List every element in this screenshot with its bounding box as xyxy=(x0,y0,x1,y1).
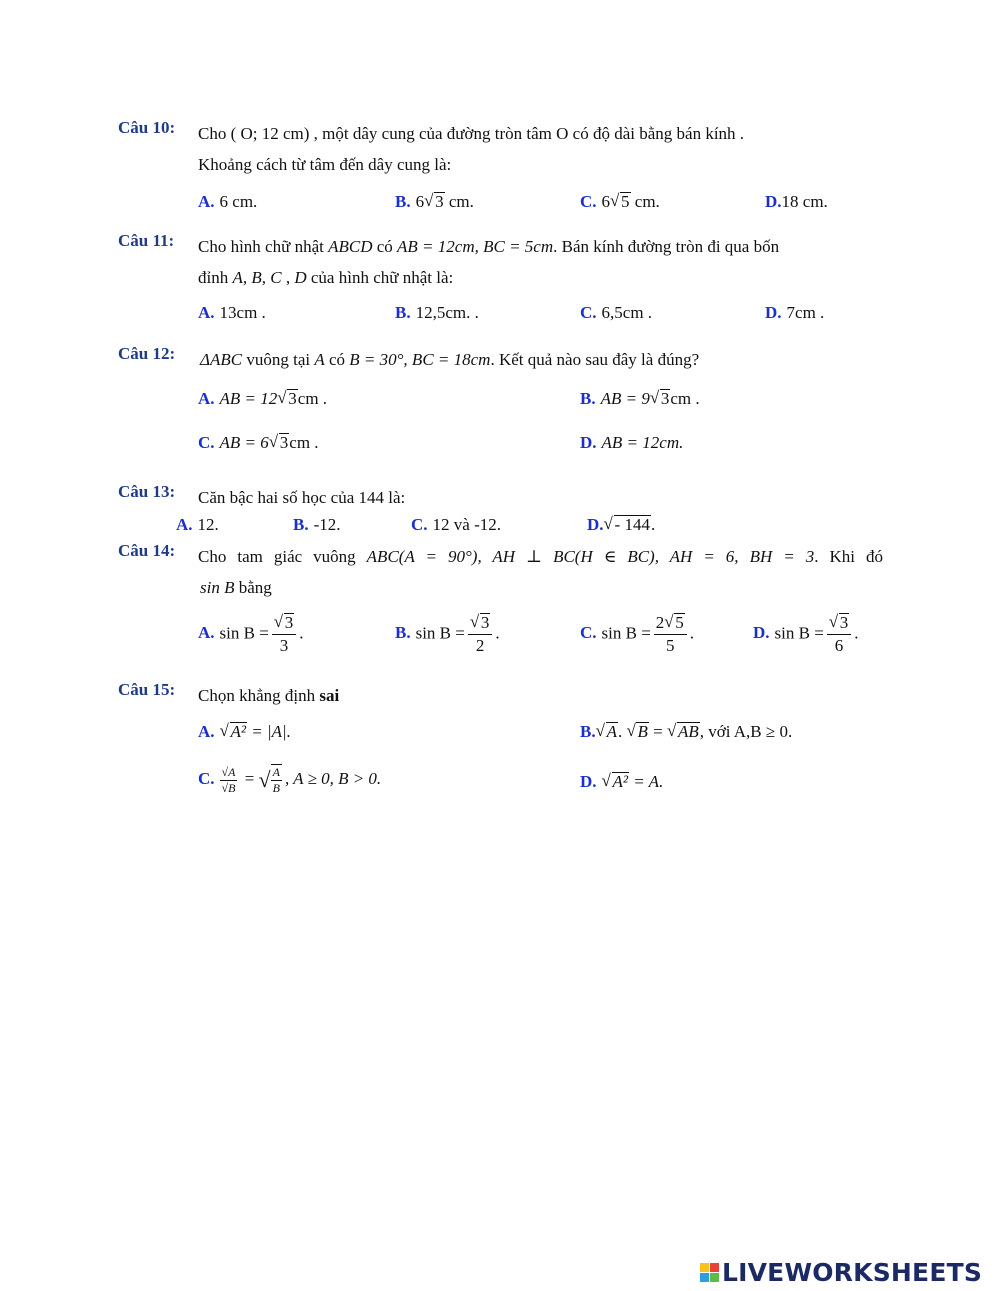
radicand: 5 xyxy=(675,613,684,632)
text-run: . Bán kính đường tròn đi qua bốn xyxy=(553,237,780,256)
text-run: bằng xyxy=(234,578,272,597)
text-run: = xyxy=(648,722,667,741)
q11-option-b[interactable] xyxy=(395,303,479,323)
option-condition: , với A,B ≥ 0. xyxy=(699,722,793,741)
logo-blocks-icon xyxy=(700,1263,719,1282)
denominator: 5 xyxy=(666,636,675,655)
q15-option-d[interactable] xyxy=(580,772,663,792)
option-label: B. xyxy=(580,722,596,741)
q10-option-a[interactable] xyxy=(198,192,257,212)
question-text xyxy=(198,541,883,603)
coefficient: 2 xyxy=(655,613,665,632)
radicand: A² xyxy=(230,722,247,741)
option-coef: 6 xyxy=(601,192,611,211)
logo-text: LIVEWORKSHEETS xyxy=(722,1257,983,1287)
math-run: B = 30°, BC = 18cm xyxy=(349,350,491,369)
question-line-2 xyxy=(198,262,883,293)
option-text: 18 cm. xyxy=(781,192,828,211)
option-end: . xyxy=(299,623,304,643)
q13-option-d[interactable] xyxy=(587,515,655,535)
option-label: A. xyxy=(198,192,215,211)
math-run: AB = 12cm, BC = 5cm xyxy=(397,237,554,256)
q11-option-c[interactable] xyxy=(580,303,652,323)
q12-option-c[interactable] xyxy=(198,433,319,453)
option-label: A. xyxy=(198,623,215,643)
option-end: . xyxy=(689,623,695,643)
option-text: 13cm . xyxy=(219,303,266,322)
text-run: có xyxy=(372,237,398,256)
emphasis-text: sai xyxy=(319,686,340,705)
option-end: . xyxy=(495,623,500,643)
option-text: 12 và -12. xyxy=(432,515,501,534)
q15-option-c[interactable] xyxy=(198,764,381,796)
denominator: B xyxy=(272,781,280,795)
q13-option-c[interactable] xyxy=(411,515,501,535)
option-unit: cm . xyxy=(670,389,700,408)
numerator xyxy=(654,612,687,635)
numerator: A xyxy=(272,765,280,779)
radicand: AB xyxy=(677,722,699,741)
question-line-1: Cho ( O; 12 cm) , một dây cung của đường tròn tâm O có độ dài bằng bán kính . xyxy=(198,124,745,143)
question-line-1 xyxy=(198,344,883,375)
sqrt-symbol xyxy=(424,192,445,212)
sqrt-symbol xyxy=(829,612,850,634)
option-unit: cm . xyxy=(289,433,319,452)
denominator: 3 xyxy=(279,636,289,655)
text-run: của hình chữ nhật là: xyxy=(306,268,454,287)
q10-option-c[interactable] xyxy=(580,192,660,212)
option-label: C. xyxy=(198,433,215,452)
q15-option-b[interactable] xyxy=(580,722,792,742)
option-text: 7cm . xyxy=(786,303,825,322)
text-run: Cho tam giác vuông xyxy=(198,547,367,566)
text-run: = xyxy=(240,768,259,788)
text-run: đỉnh xyxy=(198,268,233,287)
option-label: D. xyxy=(587,515,604,534)
option-text: -12. xyxy=(313,515,341,534)
radicand: 5 xyxy=(621,192,630,211)
option-math: AB = 6 xyxy=(219,433,269,452)
option-text: 6 cm. xyxy=(219,192,258,211)
text-run: vuông tại xyxy=(242,350,315,369)
option-label: D. xyxy=(753,623,770,643)
option-math: sin B = xyxy=(415,623,465,643)
sqrt-symbol xyxy=(664,612,685,634)
question-text xyxy=(198,680,883,711)
question-label: Câu 12: xyxy=(118,344,176,363)
sqrt-symbol xyxy=(274,612,295,634)
numerator xyxy=(468,612,493,635)
option-label: C. xyxy=(580,623,597,643)
option-label: A. xyxy=(198,389,215,408)
option-coef: 6 xyxy=(415,192,425,211)
radicand: 3 xyxy=(279,433,289,452)
option-label: B. xyxy=(580,389,596,408)
radicand: A² xyxy=(612,772,629,791)
sqrt-symbol xyxy=(269,433,290,453)
q14-option-a[interactable] xyxy=(198,612,304,657)
question-line-2 xyxy=(198,572,883,603)
option-label: C. xyxy=(580,192,597,211)
question-line-2: Khoảng cách từ tâm đến dây cung là: xyxy=(198,155,452,174)
math-run: sin B xyxy=(200,578,235,597)
q13-option-b[interactable] xyxy=(293,515,341,535)
q12-option-d[interactable] xyxy=(580,433,683,453)
option-label: D. xyxy=(580,433,597,452)
question-text: Căn bậc hai số học của 144 là: xyxy=(198,488,406,507)
sqrt-symbol xyxy=(610,192,631,212)
q14-option-b[interactable] xyxy=(395,612,500,657)
text-run: Cho hình chữ nhật xyxy=(198,237,329,256)
question-text xyxy=(198,344,883,375)
text-run: , xyxy=(281,268,295,287)
fraction-under-root xyxy=(271,764,282,796)
math-run: ABCD xyxy=(328,237,373,256)
sqrt-symbol xyxy=(602,772,629,792)
denominator: 6 xyxy=(834,636,844,655)
option-math: sin B = xyxy=(774,623,824,643)
option-math: AB = 12 xyxy=(219,389,278,408)
sqrt-symbol xyxy=(277,389,298,409)
option-label: C. xyxy=(580,303,597,322)
option-text: 6,5cm . xyxy=(601,303,653,322)
option-math: sin B = xyxy=(219,623,269,643)
text-run: có xyxy=(324,350,350,369)
numerator: √A xyxy=(221,764,236,779)
option-unit: cm . xyxy=(297,389,328,408)
text-run: . Kết quả nào sau đây là đúng? xyxy=(490,350,700,369)
sqrt-symbol xyxy=(470,612,491,634)
option-unit: cm. xyxy=(630,192,660,211)
q14-option-c[interactable] xyxy=(580,612,694,657)
denominator: √B xyxy=(221,780,236,795)
sqrt-symbol xyxy=(626,722,648,742)
fraction xyxy=(272,612,297,657)
denominator: 2 xyxy=(475,636,485,655)
option-label: D. xyxy=(765,192,782,211)
math-run: A xyxy=(314,350,325,369)
option-label: A. xyxy=(198,303,215,322)
numerator xyxy=(827,612,852,635)
option-label: A. xyxy=(198,722,215,741)
q12-option-b[interactable] xyxy=(580,389,700,409)
radicand: 3 xyxy=(288,389,297,408)
q14-option-d[interactable] xyxy=(753,612,859,657)
q15-option-a[interactable] xyxy=(198,722,291,742)
option-math: AB = 9 xyxy=(600,389,650,408)
radicand: - 144 xyxy=(614,515,650,534)
option-math: = A. xyxy=(629,772,664,791)
q11-option-d[interactable] xyxy=(765,303,824,323)
option-label: C. xyxy=(198,768,215,788)
question-label: Câu 15: xyxy=(118,680,176,699)
option-math: AB = 12cm. xyxy=(601,433,684,452)
sqrt-large-icon: √ xyxy=(258,767,271,792)
radicand: B xyxy=(637,722,648,741)
sqrt-symbol xyxy=(604,515,651,535)
question-line-1 xyxy=(198,231,883,262)
liveworksheets-logo xyxy=(700,1257,982,1287)
math-run: D xyxy=(294,268,307,287)
numerator xyxy=(272,612,297,635)
math-run: A, B, C xyxy=(232,268,282,287)
text-run: . Khi đó xyxy=(814,547,883,566)
option-condition: , A ≥ 0, B > 0. xyxy=(284,768,382,788)
question-label: Câu 13: xyxy=(118,482,176,501)
radicand: 3 xyxy=(284,613,294,632)
option-label: A. xyxy=(176,515,193,534)
math-run: ABC(A = 90°), AH ⊥ BC(H ∈ BC), AH = 6, BH = 3 xyxy=(366,547,815,566)
option-label: B. xyxy=(395,623,411,643)
text-run: Chọn khẳng định xyxy=(198,686,320,705)
q10-option-d[interactable] xyxy=(765,192,828,212)
option-label: C. xyxy=(411,515,428,534)
q13-option-a[interactable] xyxy=(176,515,219,535)
question-label: Câu 10: xyxy=(118,118,176,137)
fraction xyxy=(220,765,238,796)
sqrt-symbol xyxy=(220,722,247,742)
option-label: B. xyxy=(395,192,411,211)
option-unit: cm. xyxy=(444,192,474,211)
question-text xyxy=(198,231,883,293)
q11-option-a[interactable] xyxy=(198,303,266,323)
radicand: 3 xyxy=(480,613,490,632)
option-label: D. xyxy=(580,772,597,791)
radicand: 3 xyxy=(660,389,670,408)
option-math: sin B = xyxy=(601,623,651,643)
option-label: B. xyxy=(395,303,411,322)
text-run: . xyxy=(617,722,627,741)
radicand: 3 xyxy=(435,192,444,211)
fraction xyxy=(827,612,852,657)
option-label: D. xyxy=(765,303,782,322)
question-label: Câu 14: xyxy=(118,541,176,560)
question-text xyxy=(198,118,883,180)
option-math: = |A|. xyxy=(247,722,291,741)
sqrt-symbol xyxy=(596,722,618,742)
option-text: 12,5cm. . xyxy=(415,303,479,322)
radicand: A xyxy=(606,722,617,741)
q12-option-a[interactable] xyxy=(198,389,327,409)
fraction xyxy=(654,612,687,657)
option-unit: . xyxy=(650,515,656,534)
option-end: . xyxy=(854,623,859,643)
question-label: Câu 11: xyxy=(118,231,175,250)
fraction xyxy=(468,612,493,657)
sqrt-symbol xyxy=(650,389,671,409)
sqrt-symbol xyxy=(667,722,700,742)
option-text: 12. xyxy=(197,515,219,534)
question-line-1 xyxy=(198,541,883,572)
math-run: ΔABC xyxy=(200,350,243,369)
q10-option-b[interactable] xyxy=(395,192,474,212)
option-label: B. xyxy=(293,515,309,534)
radicand: 3 xyxy=(839,613,849,632)
